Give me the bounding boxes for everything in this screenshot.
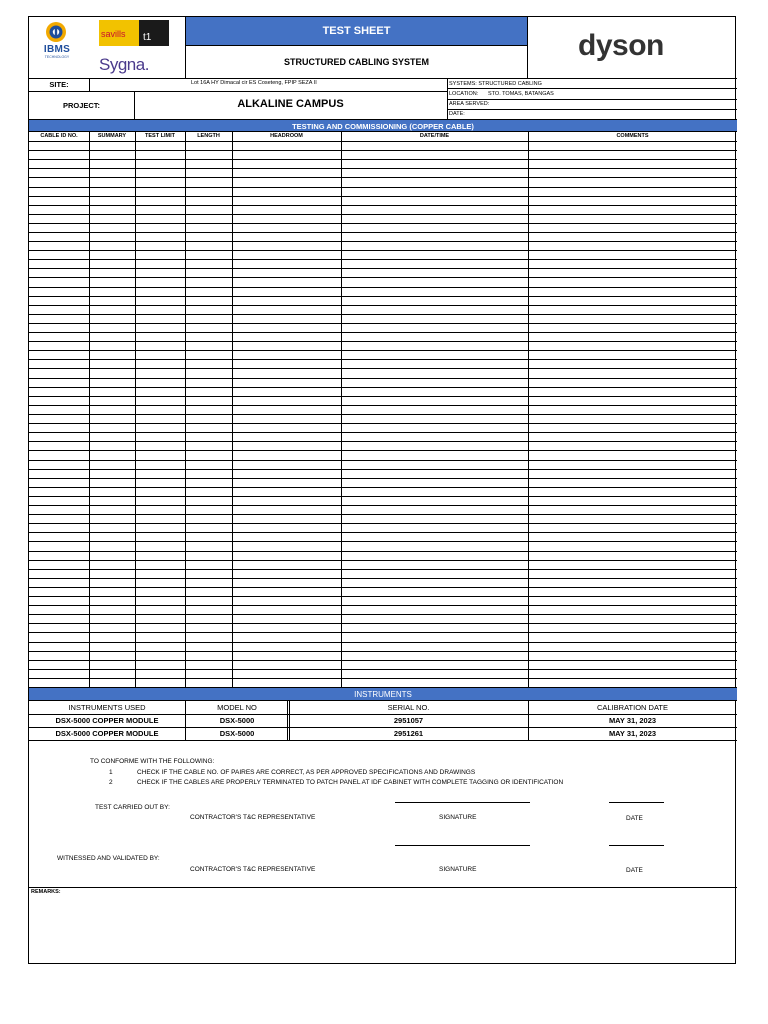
grid-row-line-24 <box>29 350 737 351</box>
grid-row-line-13 <box>29 250 737 251</box>
grid-row-line-16 <box>29 277 737 278</box>
grid-row-line-33 <box>29 432 737 433</box>
grid-col-line-4 <box>232 132 233 687</box>
project-label: PROJECT: <box>62 101 101 110</box>
project-value: ALKALINE CAMPUS <box>237 98 344 110</box>
t1-logo-text: t1 <box>143 32 152 43</box>
carried-date-label: DATE <box>626 815 643 822</box>
grid-row-line-60 <box>29 678 737 679</box>
grid-row-line-22 <box>29 332 737 333</box>
col-length: LENGTH <box>197 133 220 139</box>
grid-row-line-57 <box>29 651 737 652</box>
systems-field: SYSTEMS: STRUCTURED CABLING <box>449 81 542 87</box>
witnessed-signature-label: SIGNATURE <box>439 866 477 873</box>
grid-row-line-51 <box>29 596 737 597</box>
inst-row2-calibration: MAY 31, 2023 <box>608 729 657 738</box>
grid-row-line-8 <box>29 205 737 206</box>
grid-row-line-49 <box>29 578 737 579</box>
grid-row-line-55 <box>29 632 737 633</box>
area-served-field: AREA SERVED: <box>449 101 490 107</box>
grid-row-line-19 <box>29 305 737 306</box>
grid-row-line-36 <box>29 460 737 461</box>
grid-row-line-30 <box>29 405 737 406</box>
grid-col-line-3 <box>185 132 186 687</box>
grid-row-line-9 <box>29 214 737 215</box>
grid-row-line-14 <box>29 259 737 260</box>
t1-logo-box <box>139 20 169 46</box>
col-comments: COMMENTS <box>616 133 649 139</box>
grid-row-line-15 <box>29 268 737 269</box>
grid-row-line-47 <box>29 560 737 561</box>
grid-row-line-1 <box>29 141 737 142</box>
grid-row-line-52 <box>29 605 737 606</box>
grid-row-line-17 <box>29 287 737 288</box>
grid-row-line-35 <box>29 450 737 451</box>
witnessed-label: WITNESSED AND VALIDATED BY: <box>57 855 160 862</box>
grid-row-line-23 <box>29 341 737 342</box>
inst-row1-serial: 2951057 <box>393 716 424 725</box>
ibms-logo-icon <box>43 21 69 43</box>
sheet-subtitle: STRUCTURED CABLING SYSTEM <box>185 46 527 79</box>
inst-col-serial: SERIAL NO. <box>387 703 430 712</box>
col-headroom: HEADROOM <box>270 133 303 139</box>
inst-row2-serial: 2951261 <box>393 729 424 738</box>
test-carried-label: TEST CARRIED OUT BY: <box>95 804 170 811</box>
grid-row-line-5 <box>29 177 737 178</box>
ibms-logo-text: IBMS <box>43 44 71 55</box>
conform-title: TO CONFORME WITH THE FOLLOWING: <box>90 758 215 765</box>
grid-row-line-53 <box>29 614 737 615</box>
dyson-logo: dyson <box>578 29 664 62</box>
grid-row-line-18 <box>29 296 737 297</box>
grid-col-line-6 <box>528 132 529 687</box>
instruments-banner: INSTRUMENTS <box>29 687 737 701</box>
grid-row-line-39 <box>29 487 737 488</box>
test-grid <box>29 132 737 687</box>
test-sheet <box>28 16 736 964</box>
conform-item-2-num: 2 <box>109 779 113 786</box>
carried-rep-label: CONTRACTOR'S T&C REPRESENTATIVE <box>190 814 316 821</box>
grid-row-line-41 <box>29 505 737 506</box>
grid-row-line-31 <box>29 414 737 415</box>
grid-row-line-37 <box>29 469 737 470</box>
grid-col-line-5 <box>341 132 342 687</box>
grid-row-line-42 <box>29 514 737 515</box>
inst-col-used: INSTRUMENTS USED <box>68 703 146 712</box>
savills-logo-text: savills <box>101 29 126 39</box>
site-value: Lot 16A HY Dimacal cir ES Coseteng, FPIP SEZA II <box>191 80 317 86</box>
carried-signature-label: SIGNATURE <box>439 814 477 821</box>
witnessed-date-label: DATE <box>626 867 643 874</box>
inst-row1-used: DSX-5000 COPPER MODULE <box>55 716 159 725</box>
grid-row-line-40 <box>29 496 737 497</box>
grid-row-line-59 <box>29 669 737 670</box>
witnessed-rep-label: CONTRACTOR'S T&C REPRESENTATIVE <box>190 866 316 873</box>
grid-row-line-20 <box>29 314 737 315</box>
conform-item-2-text: CHECK IF THE CABLES ARE PROPERLY TERMINATED TO PATCH PANEL AT IDF CABINET WITH COMPLETE TAGGING OR IDENTIFICATION <box>137 779 564 786</box>
location-value: STO. TOMAS, BATANGAS <box>488 91 554 97</box>
grid-col-line-2 <box>135 132 136 687</box>
col-test-limit: TEST LIMIT <box>145 133 175 139</box>
grid-row-line-7 <box>29 196 737 197</box>
grid-row-line-25 <box>29 359 737 360</box>
inst-row1-calibration: MAY 31, 2023 <box>608 716 657 725</box>
savills-logo <box>99 20 169 46</box>
date-field: DATE: <box>449 111 465 117</box>
logo-area <box>29 17 185 79</box>
grid-row-line-2 <box>29 150 737 151</box>
site-label: SITE: <box>49 80 69 89</box>
col-cable-id: CABLE ID NO. <box>40 133 78 139</box>
grid-row-line-21 <box>29 323 737 324</box>
grid-row-line-10 <box>29 223 737 224</box>
grid-row-line-26 <box>29 368 737 369</box>
grid-row-line-45 <box>29 541 737 542</box>
grid-row-line-27 <box>29 378 737 379</box>
grid-row-line-44 <box>29 532 737 533</box>
grid-row-line-46 <box>29 551 737 552</box>
grid-row-line-48 <box>29 569 737 570</box>
grid-row-line-3 <box>29 159 737 160</box>
grid-col-line-1 <box>89 132 90 687</box>
conform-item-1-num: 1 <box>109 769 113 776</box>
grid-row-line-11 <box>29 232 737 233</box>
grid-row-line-50 <box>29 587 737 588</box>
conform-item-1-text: CHECK IF THE CABLE NO. OF PAIRES ARE CORRECT, AS PER APPROVED SPECIFICATIONS AND DRAWINGS <box>137 769 476 776</box>
location-label: LOCATION: <box>449 91 479 97</box>
grid-row-line-32 <box>29 423 737 424</box>
grid-row-line-6 <box>29 187 737 188</box>
inst-row1-model: DSX-5000 <box>219 716 255 725</box>
inst-row2-used: DSX-5000 COPPER MODULE <box>55 729 159 738</box>
inst-row2-model: DSX-5000 <box>219 729 255 738</box>
grid-row-line-38 <box>29 478 737 479</box>
grid-row-line-28 <box>29 387 737 388</box>
col-date-time: DATE/TIME <box>419 133 450 139</box>
remarks-label: REMARKS: <box>31 889 61 895</box>
grid-row-line-54 <box>29 623 737 624</box>
grid-row-line-56 <box>29 642 737 643</box>
inst-col-calibration: CALIBRATION DATE <box>597 703 668 712</box>
ibms-logo-subtext: TECHNOLOGY <box>44 55 70 59</box>
inst-col-model: MODEL NO <box>217 703 257 712</box>
grid-row-line-29 <box>29 396 737 397</box>
grid-row-line-12 <box>29 241 737 242</box>
sygna-logo: Sygna. <box>99 55 149 74</box>
dyson-logo-cell <box>527 17 737 79</box>
grid-row-line-34 <box>29 441 737 442</box>
col-summary: SUMMARY <box>97 133 127 139</box>
grid-row-line-4 <box>29 168 737 169</box>
testing-banner: TESTING AND COMMISSIONING (COPPER CABLE) <box>29 119 737 132</box>
grid-row-line-58 <box>29 660 737 661</box>
sheet-title: TEST SHEET <box>185 17 527 46</box>
grid-row-line-43 <box>29 523 737 524</box>
